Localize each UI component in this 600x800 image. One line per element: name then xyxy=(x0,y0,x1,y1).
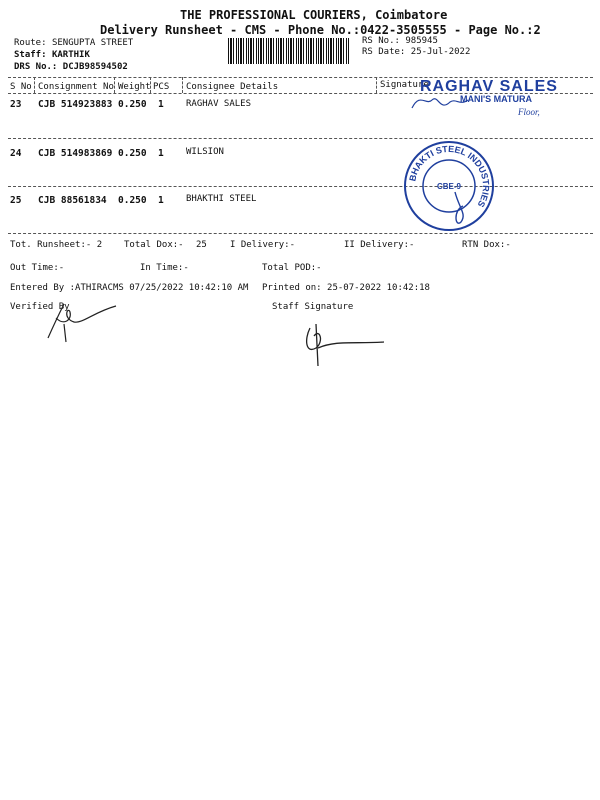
table-row-consignment: CJB 514983869 xyxy=(38,148,113,159)
table-bottom-rule xyxy=(8,233,593,234)
drs-line xyxy=(14,62,128,72)
route-line xyxy=(14,38,133,48)
rtn-dox: RTN Dox:- xyxy=(462,240,511,250)
table-row-consignment: CJB 88561834 xyxy=(38,195,107,206)
table-row-weight: 0.250 xyxy=(118,148,147,159)
drs-value: DCJB98594502 xyxy=(62,62,128,72)
table-row-pcs: 1 xyxy=(158,99,164,110)
i-delivery: I Delivery:- xyxy=(230,240,296,250)
col-header-pcs: PCS xyxy=(153,82,170,92)
company-title: THE PROFESSIONAL COURIERS, Coimbatore xyxy=(180,8,448,22)
route-value: SENGUPTA STREET xyxy=(51,38,134,48)
table-row-sno: 24 xyxy=(10,148,22,159)
raghav-stamp-address: MANI'S MATURA xyxy=(460,94,532,104)
table-row-pcs: 1 xyxy=(158,148,164,159)
route-label: Route: xyxy=(14,38,47,48)
col-header-signature: Signature xyxy=(380,80,429,90)
table-row-weight: 0.250 xyxy=(118,99,147,110)
table-row-sno: 23 xyxy=(10,99,22,110)
raghav-scribble xyxy=(410,88,470,116)
row-rule xyxy=(8,186,593,187)
col-header-weight: Weight xyxy=(118,82,151,92)
printed-on: Printed on: 25-07-2022 10:42:18 xyxy=(262,283,430,293)
staff-signature xyxy=(296,318,396,370)
staff-signature-label: Staff Signature xyxy=(272,302,354,312)
rs-no-line xyxy=(362,36,438,46)
table-row-weight: 0.250 xyxy=(118,195,147,206)
table-row-consignment: CJB 514923883 xyxy=(38,99,113,110)
total-dox-label: Total Dox:- xyxy=(124,240,184,250)
col-divider xyxy=(114,77,115,93)
col-divider xyxy=(376,77,377,93)
out-time: Out Time:- xyxy=(10,263,65,273)
rs-no-label: RS No.: xyxy=(362,36,400,46)
in-time: In Time:- xyxy=(140,263,189,273)
row-rule xyxy=(8,138,593,139)
verified-by: Verified By xyxy=(10,302,70,312)
table-row-consignee: RAGHAV SALES xyxy=(186,99,252,109)
staff-value: KARTHIK xyxy=(51,50,90,60)
table-row-pcs: 1 xyxy=(158,195,164,206)
staff-label: Staff: xyxy=(14,50,47,60)
raghav-stamp-name: RAGHAV SALES xyxy=(420,78,558,95)
col-divider xyxy=(34,77,35,93)
col-divider xyxy=(182,77,183,93)
table-row-consignee: BHAKTHI STEEL xyxy=(186,194,257,204)
tot-runsheet: Tot. Runsheet:- 2 xyxy=(10,240,103,250)
rs-date-label: RS Date: xyxy=(362,47,406,57)
raghav-stamp-floor: Floor, xyxy=(518,107,540,117)
barcode xyxy=(228,38,350,64)
verifier-signature xyxy=(34,298,124,348)
entered-by: Entered By :ATHIRACMS 07/25/2022 10:42:10 AM xyxy=(10,283,249,293)
total-dox-value: 25 xyxy=(196,240,207,250)
rs-date-line xyxy=(362,47,470,57)
col-header-sno: S No xyxy=(10,82,32,92)
bhakti-stamp-code: CBE-9 xyxy=(436,182,462,191)
rs-date-value: 25-Jul-2022 xyxy=(410,47,471,57)
runsheet-subtitle: Delivery Runsheet - CMS - Phone No.:0422-3505555 - Page No.:2 xyxy=(100,23,541,37)
bhakti-stamp-text: BHAKTI STEEL INDUSTRIES xyxy=(407,143,492,209)
drs-label: DRS No.: xyxy=(14,62,58,72)
staff-line xyxy=(14,50,90,60)
table-row-sno: 25 xyxy=(10,195,22,206)
col-header-consignee: Consignee Details xyxy=(186,82,279,92)
rs-no-value: 985945 xyxy=(405,36,438,46)
bhakti-steel-stamp xyxy=(403,140,495,232)
col-header-consignment: Consignment No xyxy=(38,82,114,92)
total-pod: Total POD:- xyxy=(262,263,322,273)
ii-delivery: II Delivery:- xyxy=(344,240,415,250)
table-row-consignee: WILSION xyxy=(186,147,224,157)
